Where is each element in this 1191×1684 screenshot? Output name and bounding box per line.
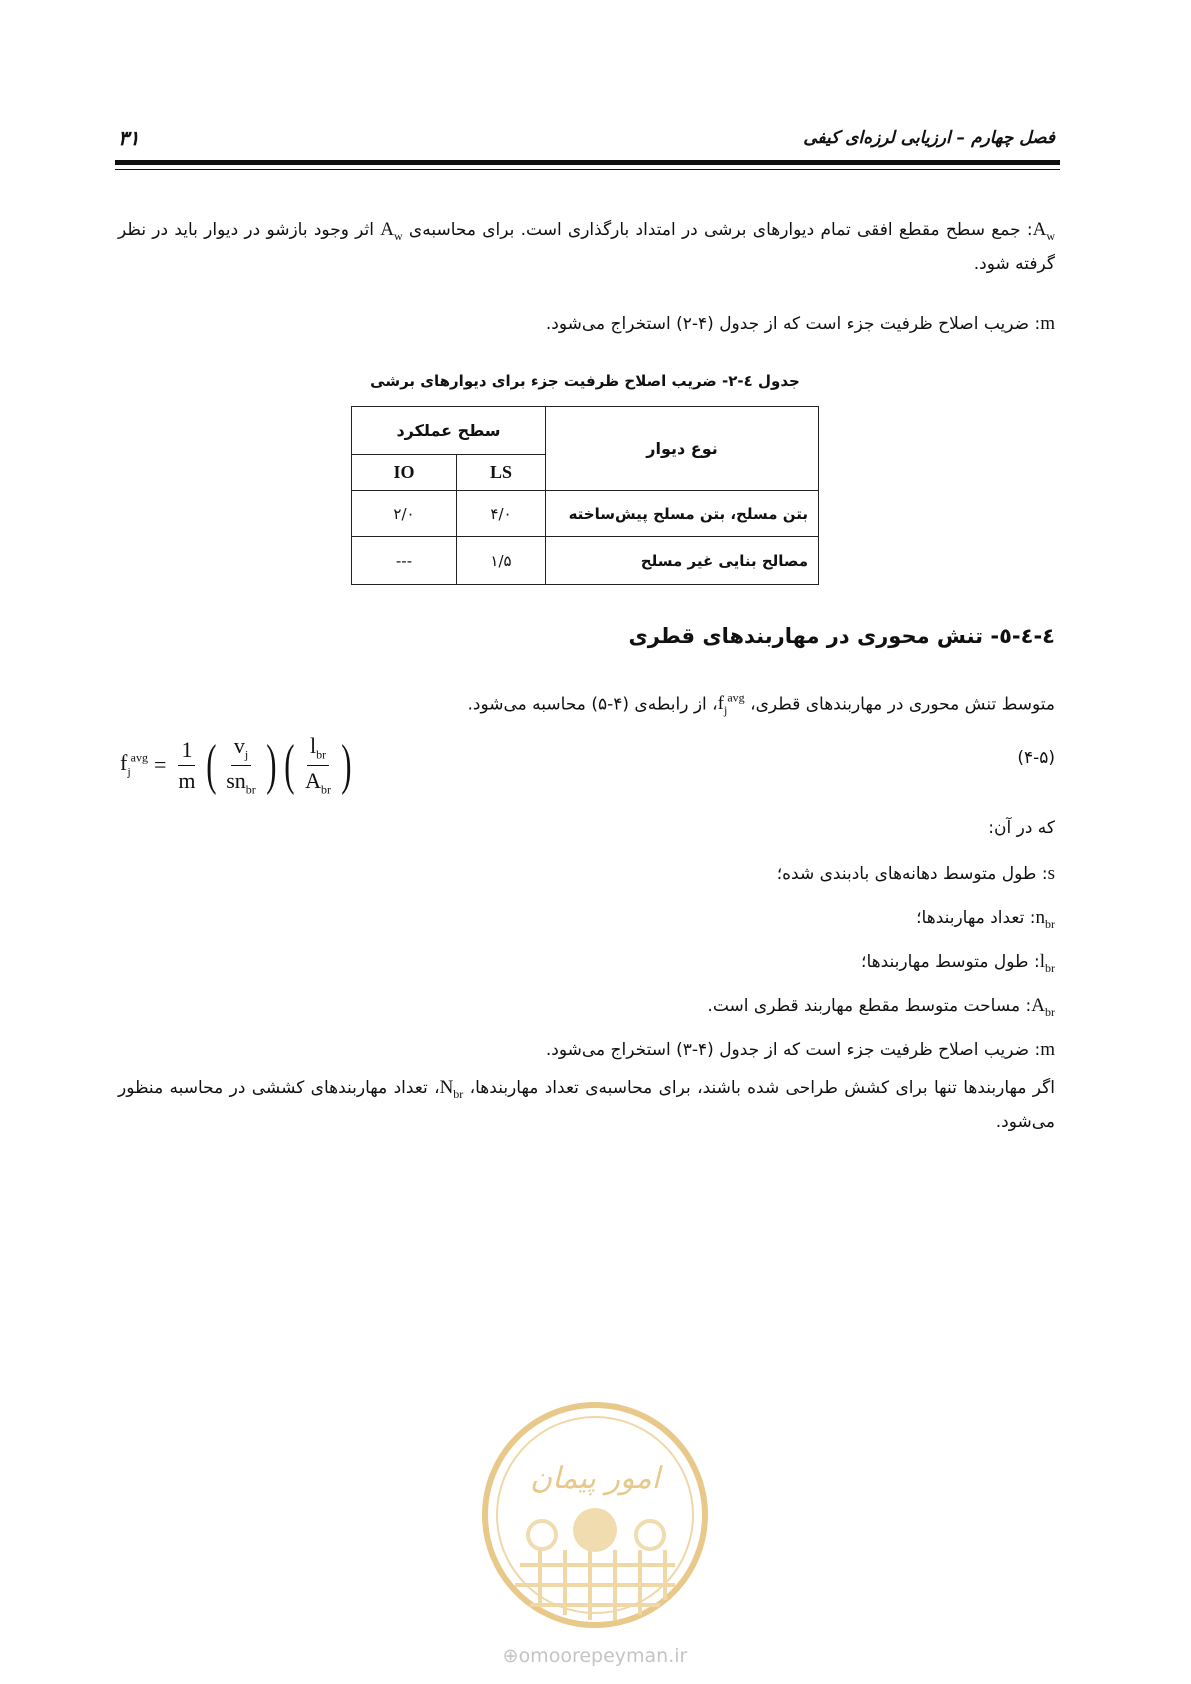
eq-lhs: $f_j^{avg}$ bbox=[120, 750, 148, 779]
definition-item: $l_{br}$: طول متوسط مهاربندها؛ bbox=[861, 951, 1055, 975]
header-io: IO bbox=[352, 455, 457, 491]
section-heading: ٤-٤-٥- تنش محوری در مهاربندهای قطری bbox=[628, 624, 1055, 648]
eq-frac-v-over-sn: $\frac{v_j}{sn_{br}}$ bbox=[226, 733, 256, 796]
symbol-aw: $A_w$ bbox=[1032, 219, 1055, 243]
symbol-fj-avg: $f_j^{avg}$ bbox=[717, 691, 745, 718]
definition-item: m: ضریب اصلاح ظرفیت جزء است که از جدول (۴-۳) استخراج می‌شود. bbox=[545, 1039, 1055, 1060]
symbol-nbr: $N_{br}$ bbox=[439, 1077, 464, 1101]
equation-4-5: $f_j^{avg}$ = $\frac{1}{m}$ ( $\frac{v_j}{sn_{br}}$ ) ( $\frac{l_{br}}{A_{br}}$ ) bbox=[120, 733, 352, 796]
definition-item: $A_{br}$: مساحت متوسط مقطع مهاربند قطری است. bbox=[707, 995, 1055, 1019]
paragraph-tension-braces: اگر مهاربندها تنها برای کشش طراحی شده باشند، برای محاسبه‌ی تعداد مهاربندها، $N_{br}،$ تعداد مهاربندهای کششی در محاسبه منظور می‌شود. bbox=[118, 1077, 1055, 1132]
table-caption: جدول ٤-٢- ضریب اصلاح ظرفیت جزء برای دیوارهای برشی bbox=[370, 372, 800, 390]
definition-item: $n_{br}$: تعداد مهاربندها؛ bbox=[916, 907, 1055, 931]
table-row: مصالح بنایی غیر مسلح ۱/۵ --- bbox=[352, 537, 819, 585]
table-row: بتن مسلح، بتن مسلح پیش‌ساخته ۴/۰ ۲/۰ bbox=[352, 491, 819, 537]
symbol-aw-2: $A_w$ bbox=[380, 219, 403, 243]
where-label: که در آن: bbox=[988, 818, 1055, 838]
header-performance-level: سطح عملکرد bbox=[352, 407, 546, 455]
watermark-url: ⊕omoorepeyman.ir bbox=[502, 1645, 688, 1667]
header-ls: LS bbox=[457, 455, 546, 491]
page-number: ۳۱ bbox=[118, 126, 140, 150]
svg-text:امور پیمان: امور پیمان bbox=[530, 1461, 660, 1496]
globe-icon: ⊕ bbox=[502, 1645, 519, 1667]
eq-frac-l-over-a: $\frac{l_{br}}{A_{br}}$ bbox=[305, 733, 331, 796]
header-rule-thin bbox=[115, 169, 1060, 170]
equation-number: (۴-۵) bbox=[1017, 748, 1055, 768]
seal-logo-icon bbox=[480, 1400, 710, 1630]
paragraph-aw: $A_w$: جمع سطح مقطع افقی تمام دیوارهای برشی در امتداد بارگذاری است. برای محاسبه‌ی $A_w$ اثر وجود بازشو در دیوار باید در نظر گرفته شود. bbox=[118, 219, 1055, 274]
chapter-title: فصل چهارم – ارزیابی لرزه‌ای کیفی bbox=[803, 128, 1055, 148]
capacity-factor-table bbox=[351, 406, 819, 585]
header-rule-thick bbox=[115, 160, 1060, 165]
definition-item: s: طول متوسط دهانه‌های بادبندی شده؛ bbox=[776, 863, 1055, 884]
section-intro: متوسط تنش محوری در مهاربندهای قطری، $f_j^{avg}،$ از رابطه‌ی (۴-۵) محاسبه می‌شود. bbox=[467, 691, 1055, 718]
paragraph-m: m: ضریب اصلاح ظرفیت جزء است که از جدول (۴-۲) استخراج می‌شود. bbox=[545, 313, 1055, 334]
header-wall-type: نوع دیوار bbox=[546, 407, 819, 491]
eq-frac-one-over-m: $\frac{1}{m}$ bbox=[178, 736, 196, 793]
